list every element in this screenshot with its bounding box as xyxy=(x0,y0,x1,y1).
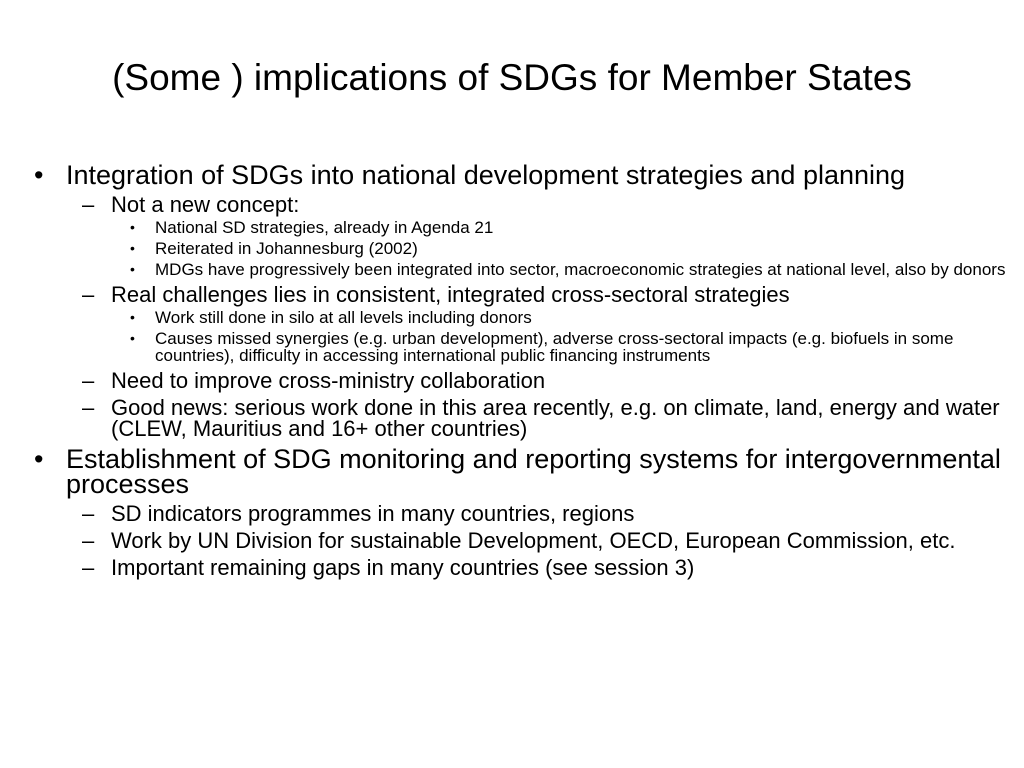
detail-item xyxy=(34,309,1009,326)
dash-marker: – xyxy=(82,555,95,580)
sub-item-indicators xyxy=(34,503,1009,524)
dash-marker: – xyxy=(82,282,95,307)
bullet-item-monitoring xyxy=(34,444,1009,499)
dash-marker: – xyxy=(82,528,95,553)
sub-item-good-news xyxy=(34,397,1009,439)
detail-text: Causes missed synergies (e.g. urban development), adverse cross-sectoral impacts (e.g. biofuels in some countries), difficulty in accessing international public financing instruments xyxy=(155,329,954,365)
bullet-marker: • xyxy=(34,444,44,474)
sub-item-not-new-concept xyxy=(34,194,1009,215)
bullet-text: Integration of SDGs into national development strategies and planning xyxy=(66,160,906,190)
detail-item xyxy=(34,240,1009,257)
dash-marker: – xyxy=(82,395,95,420)
bullet-marker: • xyxy=(130,261,135,277)
bullet-marker: • xyxy=(130,330,135,346)
bullet-item-integration xyxy=(34,160,1009,190)
bullet-marker: • xyxy=(130,240,135,256)
dash-marker: – xyxy=(82,368,95,393)
sub-item-text: Good news: serious work done in this area recently, e.g. on climate, land, energy and water (CLEW, Mauritius and 16+ other countries) xyxy=(111,395,1000,441)
detail-text: Reiterated in Johannesburg (2002) xyxy=(155,239,418,258)
detail-item xyxy=(34,330,1009,364)
sub-item-text: Important remaining gaps in many countries (see session 3) xyxy=(111,555,695,580)
bullet-marker: • xyxy=(130,219,135,235)
sub-item-text: Not a new concept: xyxy=(111,192,300,217)
slide-body xyxy=(34,160,1009,580)
detail-text: Work still done in silo at all levels including donors xyxy=(155,308,532,327)
sub-item-cross-ministry xyxy=(34,370,1009,391)
sub-item-un-division xyxy=(34,530,1009,551)
slide-title: (Some ) implications of SDGs for Member States xyxy=(112,57,912,98)
sub-item-text: Need to improve cross-ministry collaboration xyxy=(111,368,546,393)
bullet-text: Establishment of SDG monitoring and reporting systems for intergovernmental processes xyxy=(66,444,1001,499)
detail-item xyxy=(34,261,1009,278)
sub-item-text: Work by UN Division for sustainable Development, OECD, European Commission, etc. xyxy=(111,528,956,553)
sub-item-text: SD indicators programmes in many countries, regions xyxy=(111,501,635,526)
sub-item-remaining-gaps xyxy=(34,557,1009,578)
detail-text: National SD strategies, already in Agenda 21 xyxy=(155,218,494,237)
dash-marker: – xyxy=(82,192,95,217)
detail-item xyxy=(34,219,1009,236)
bullet-marker: • xyxy=(130,309,135,325)
bullet-marker: • xyxy=(34,160,44,190)
sub-item-real-challenges xyxy=(34,284,1009,305)
detail-text: MDGs have progressively been integrated into sector, macroeconomic strategies at national level, also by donors xyxy=(155,260,1006,279)
sub-item-text: Real challenges lies in consistent, integrated cross-sectoral strategies xyxy=(111,282,790,307)
dash-marker: – xyxy=(82,501,95,526)
